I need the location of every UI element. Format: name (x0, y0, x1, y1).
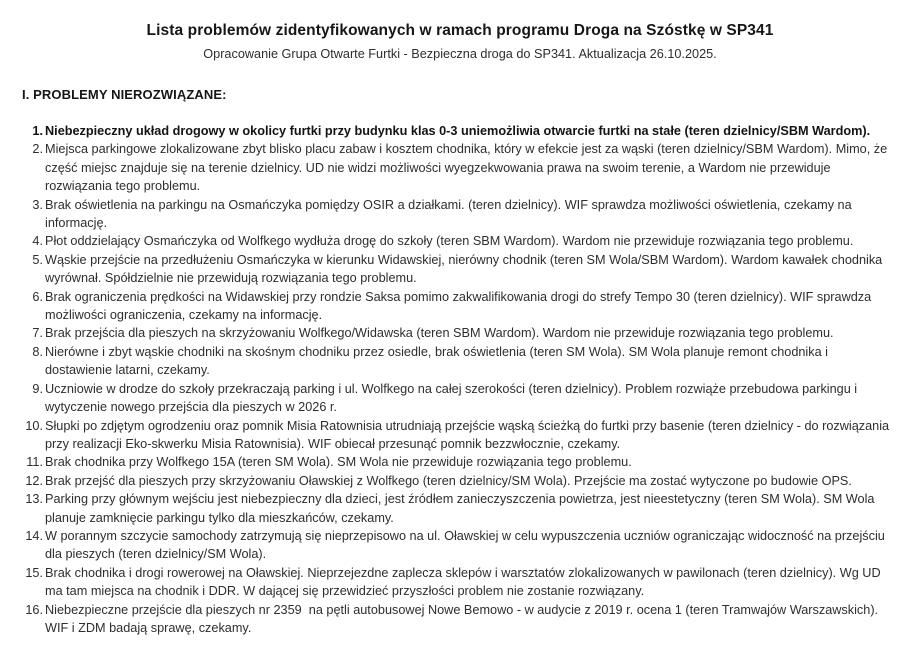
document-subtitle: Opracowanie Grupa Otwarte Furtki - Bezpieczna droga do SP341. Aktualizacja 26.10.2025. (203, 47, 717, 61)
list-item-text: Niebezpieczny układ drogowy w okolicy furtki przy budynku klas 0-3 uniemożliwia otwarcie furtki na stałe (teren dzielnicy/SBM Wardom). (45, 124, 871, 138)
section-heading-unresolved-problems: I. PROBLEMY NIEROZWIĄZANE: (22, 87, 227, 102)
list-item (22, 196, 898, 233)
list-item-number: 12. (25, 473, 43, 488)
list-item-number: 8. (32, 344, 43, 359)
list-item-number: 2. (32, 142, 43, 157)
list-item-number: 7. (32, 326, 43, 341)
list-item (22, 490, 898, 527)
list-item-number: 3. (32, 197, 43, 212)
list-item (22, 527, 898, 564)
list-item (22, 472, 898, 490)
list-item-number: 5. (32, 252, 43, 267)
list-item (22, 564, 898, 601)
list-item-text: Uczniowie w drodze do szkoły przekraczają parking i ul. Wolfkego na całej szerokości (teren dzielnicy). Problem rozwiąże przebudowa parkingu i wytyczenie nowego przejścia dla pieszych w 2026 r. (45, 381, 861, 415)
list-item-text: Brak chodnika przy Wolfkego 15A (teren SM Wola). SM Wola nie przewiduje rozwiązania tego problemu. (45, 455, 632, 470)
list-item-text: Płot oddzielający Osmańczyka od Wolfkego wydłuża drogę do szkoły (teren SBM Wardom). Wardom nie przewiduje rozwiązania tego problemu. (45, 234, 854, 249)
list-item (22, 251, 898, 288)
document-page (0, 21, 920, 671)
list-item-number: 16. (25, 602, 43, 617)
list-item-text: Słupki po zdjętym ogrodzeniu oraz pomnik Misia Ratownisia utrudniają przejście wąską ścieżką do furtki przy basenie (teren dzielnicy - do rozwiązania przy realizacji Eko-skwerku Misia Ratownisia). WIF obiecał przesunąć pomnik bezzwłocznie, czekamy. (45, 418, 893, 451)
problem-list (22, 122, 898, 637)
list-item-text: W porannym szczycie samochody zatrzymują się nieprzepisowo na ul. Oławskiej w celu wypuszczenia uczniów ograniczając widoczność na przejściu dla pieszych (teren dzielnicy/SM Wola). (45, 528, 889, 562)
list-item (22, 417, 898, 454)
list-item-text: Brak przejścia dla pieszych na skrzyżowaniu Wolfkego/Widawska (teren SBM Wardom). Wardom nie przewiduje rozwiązania tego problemu. (45, 326, 834, 341)
list-item (22, 140, 898, 195)
list-item-number: 10. (25, 418, 43, 433)
list-item-text: Brak oświetlenia na parkingu na Osmańczyka pomiędzy OSIR a działkami. (teren dzielnicy). WIF sprawdza możliwości oświetlenia, czekamy na informację. (45, 197, 856, 231)
list-item-number: 1. (32, 124, 43, 138)
list-item-number: 15. (25, 565, 43, 580)
list-item-text: Miejsca parkingowe zlokalizowane zbyt blisko placu zabaw i kosztem chodnika, który w efekcie jest za wąski (teren dzielnicy/SBM Wardom). Mimo, że część miejsc znajduje się na terenie dzielnicy. UD nie widzi możliwości wyegzekwowania prawa na swoim terenie, a Wardom nie przewiduje rozwiązania tego problemu. (45, 142, 891, 194)
list-item-text: Brak chodnika i drogi rowerowej na Oławskiej. Nieprzejezdne zaplecza sklepów i warsztatów zlokalizowanych w pawilonach (teren dzielnicy). Wg UD ma tam miejsca na chodnik i DDR. W dającej się przewidzieć przyszłości problem nie zostanie rozwiązany. (45, 565, 885, 599)
list-item (22, 122, 898, 140)
list-item-number: 14. (25, 528, 43, 543)
list-item (22, 324, 898, 342)
list-item-text: Nierówne i zbyt wąskie chodniki na skośnym chodniku przez osiedle, brak oświetlenia (teren SM Wola). SM Wola planuje remont chodnika i dostawienie latarni, czekamy. (45, 344, 832, 378)
list-item (22, 601, 898, 638)
list-item-number: 11. (26, 455, 43, 470)
list-item-text: Niebezpieczne przejście dla pieszych nr 2359 na pętli autobusowej Nowe Bemowo - w audycie z 2019 r. ocena 1 (teren Tramwajów Warszawskich). WIF i ZDM badają sprawę, czekamy. (45, 602, 882, 635)
list-item-text: Brak przejść dla pieszych przy skrzyżowaniu Oławskiej z Wolfkego (teren dzielnicy/SM Wola). Przejście ma zostać wytyczone po budowie OPS. (45, 473, 852, 488)
document-title: Lista problemów zidentyfikowanych w ramach programu Droga na Szóstkę w SP341 (146, 22, 774, 39)
list-item-text: Parking przy głównym wejściu jest niebezpieczny dla dzieci, jest źródłem zanieczyszczenia powietrza, jest nieestetyczny (teren SM Wola). SM Wola planuje zamknięcie parkingu tylko dla mieszkańców, czekamy. (45, 492, 879, 525)
list-item (22, 453, 898, 471)
list-item-number: 6. (32, 289, 43, 304)
list-item-number: 13. (25, 492, 43, 507)
list-item-number: 4. (32, 234, 43, 249)
list-item (22, 288, 898, 325)
list-item-number: 9. (32, 381, 43, 396)
list-item (22, 343, 898, 380)
list-item (22, 380, 898, 417)
list-item-text: Wąskie przejście na przedłużeniu Osmańczyka w kierunku Widawskiej, nierówny chodnik (teren SM Wola/SBM Wardom). Wardom kawałek chodnika wyrównał. Spółdzielnie nie przewidują rozwiązania tego problemu. (45, 252, 886, 286)
list-item (22, 232, 898, 250)
list-item-text: Brak ograniczenia prędkości na Widawskiej przy rondzie Saksa pomimo zakwalifikowania drogi do strefy Tempo 30 (teren dzielnicy). WIF sprawdza możliwości ograniczenia, czekamy na informację. (45, 289, 875, 323)
